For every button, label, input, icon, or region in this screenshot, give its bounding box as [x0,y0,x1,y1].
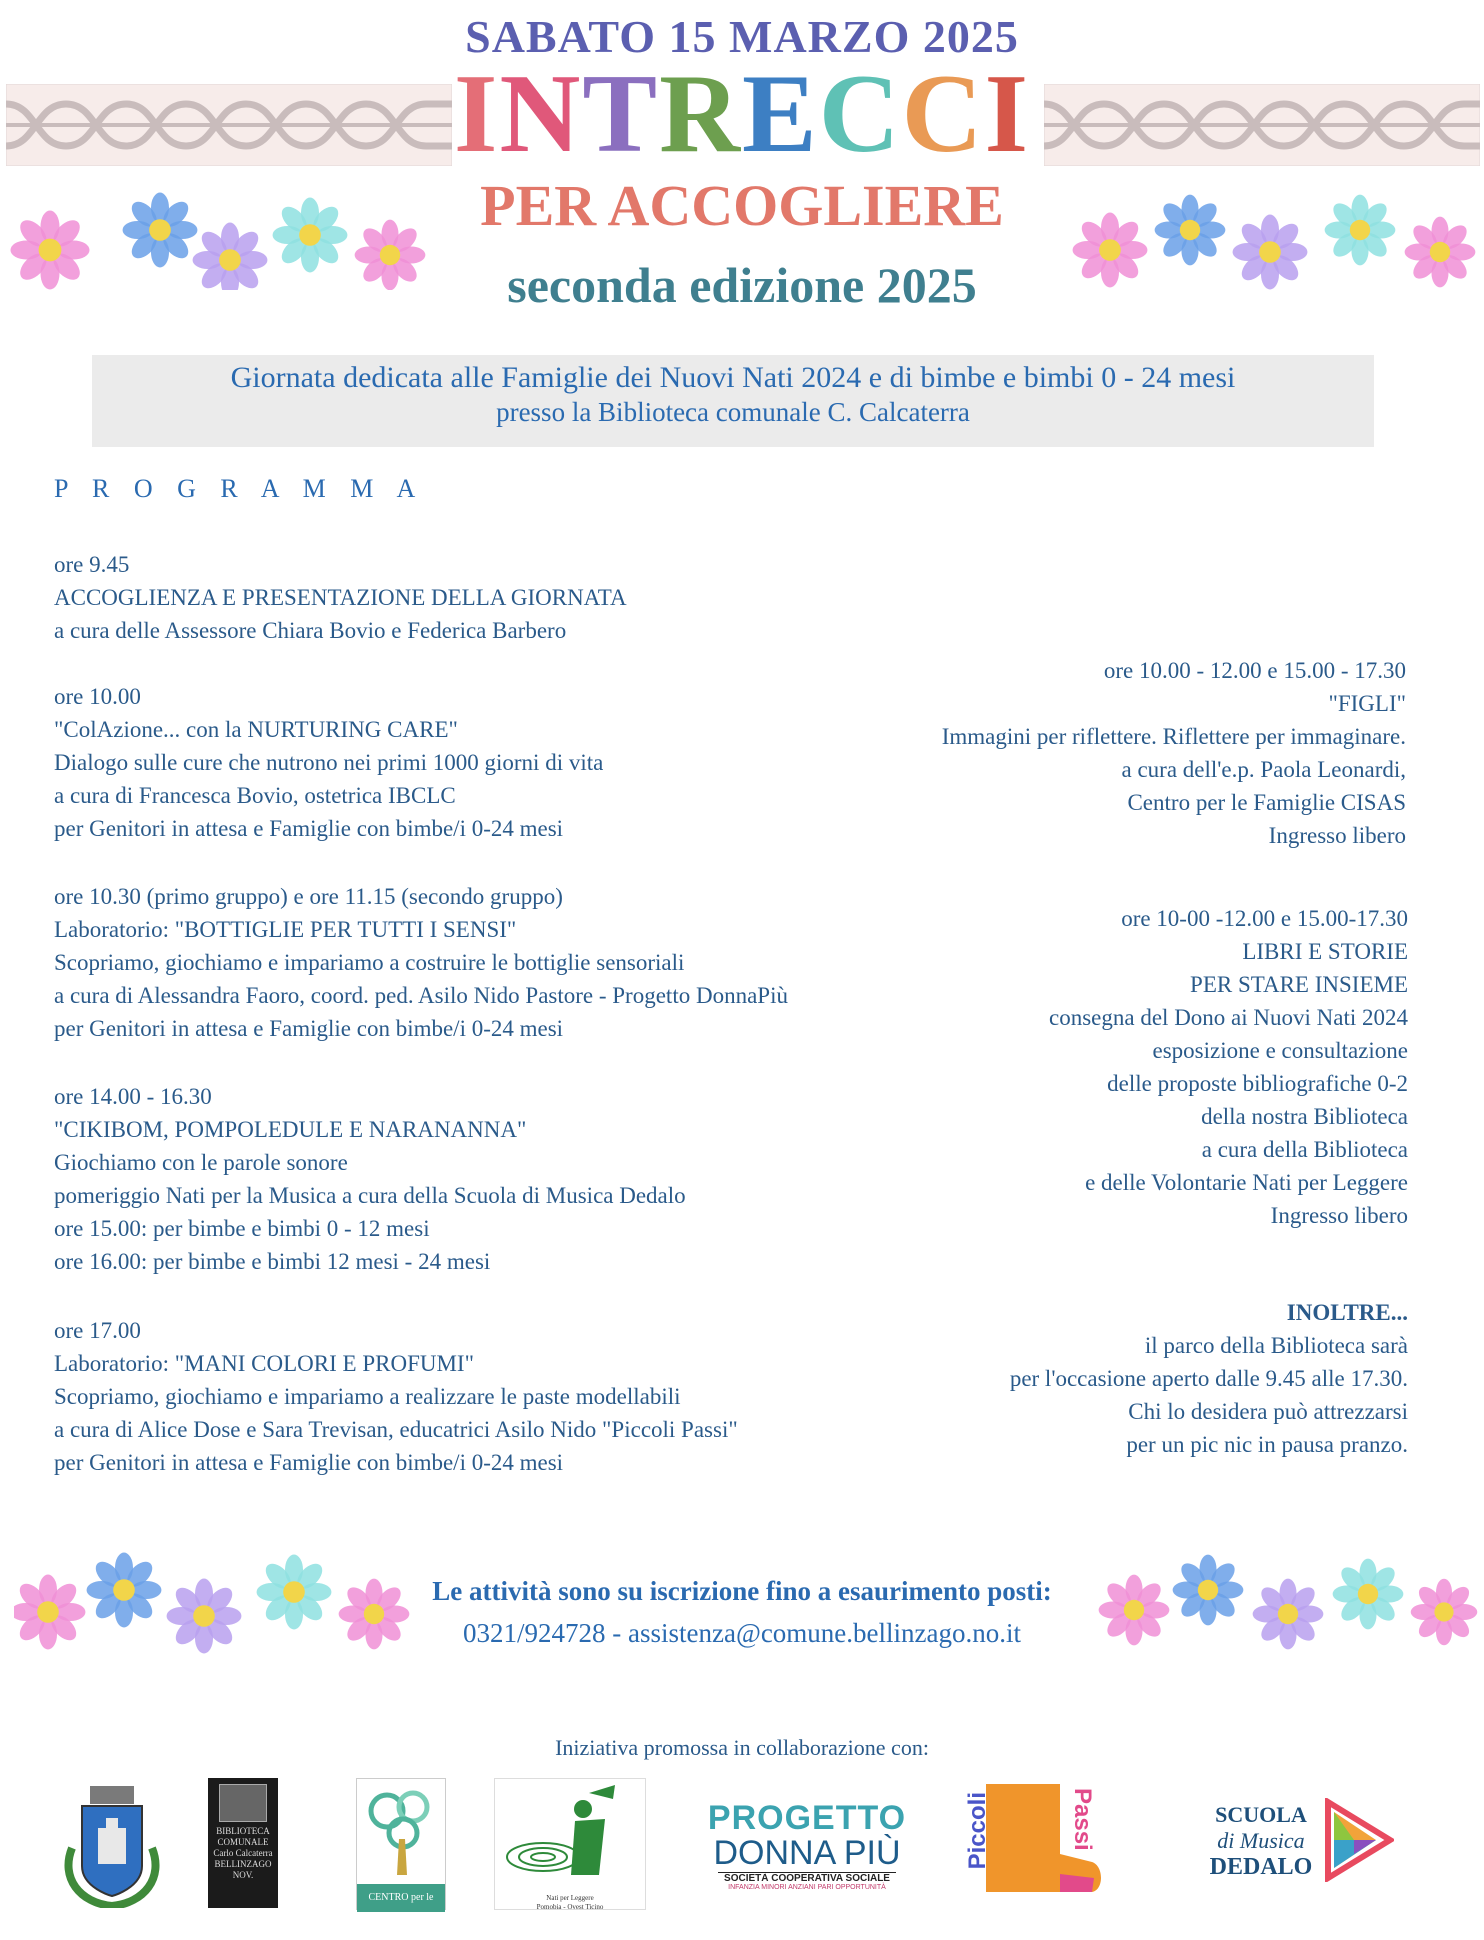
program-line: per Genitori in attesa e Famiglie con bimbe/i 0-24 mesi [54,1450,564,1475]
scuola-word: SCUOLA [1215,1802,1307,1827]
tree-icon [357,1779,445,1879]
centro-famiglie-logo [356,1778,446,1931]
nati-per-leggere-logo [494,1778,646,1910]
progetto-donna-piu-logo [702,1778,912,1908]
biblioteca-logo-line-2: COMUNALE [217,1837,269,1847]
program-line: Laboratorio: "BOTTIGLIE PER TUTTI I SENSI" [54,917,517,942]
program-line: a cura di Alice Dose e Sara Trevisan, educatrici Asilo Nido "Piccoli Passi" [54,1417,738,1442]
scuola-musica-dedalo-logo [1206,1778,1402,1908]
program-line: consegna del Dono ai Nuovi Nati 2024 [1049,1005,1408,1030]
programma-heading: P R O G R A M M A [54,474,425,503]
program-line: LIBRI E STORIE [1242,939,1408,964]
inoltre-block [800,1296,1408,1461]
nati-leggere-line-1: Nati per Leggere [546,1894,594,1902]
program-line: Laboratorio: "MANI COLORI E PROFUMI" [54,1351,474,1376]
program-line: a cura delle Assessore Chiara Bovio e Federica Barbero [54,618,567,643]
program-line: "ColAzione... con la NURTURING CARE" [54,717,458,742]
main-title [0,52,1484,176]
contact-phone-email[interactable]: 0321/924728 - assistenza@comune.bellinzago.no.it [463,1618,1021,1648]
dedalo-word: DEDALO [1209,1854,1313,1880]
program-line: ore 15.00: per bimbe e bimbi 0 - 12 mesi [54,1216,430,1241]
program-item-1700 [54,1314,738,1479]
program-line: pomeriggio Nati per la Musica a cura della Scuola di Musica Dedalo [54,1183,686,1208]
passi-word: Passi [1069,1788,1096,1851]
promo-label: Iniziativa promossa in collaborazione con: [555,1735,929,1760]
program-line: per Genitori in attesa e Famiglie con bimbe/i 0-24 mesi [54,1016,564,1041]
program-time: ore 10.30 (primo gruppo) e ore 11.15 (secondo gruppo) [54,884,563,909]
biblioteca-logo-line-4: BELLINZAGO NOV. [214,1859,272,1880]
program-line: Dialogo sulle cure che nutrono nei primi 1000 giorni di vita [54,750,604,775]
contact-info [0,1570,1484,1654]
program-time: ore 9.45 [54,552,130,577]
reading-figure-icon [495,1779,645,1889]
figli-block [800,654,1406,852]
biblioteca-logo-line-1: BIBLIOTECA [216,1826,270,1836]
program-line: per un pic nic in pausa pranzo. [1126,1432,1408,1457]
flower-icon [1325,195,1396,266]
program-line: a cura della Biblioteca [1201,1137,1408,1162]
program-item-1000 [54,680,603,845]
program-line: Immagini per riflettere. Riflettere per immaginare. [941,724,1406,749]
program-line: il parco della Biblioteca sarà [1144,1333,1408,1358]
program-line: per Genitori in attesa e Famiglie con bimbe/i 0-24 mesi [54,816,564,841]
centro-famiglie-label: CENTRO per le FAMIGLIE [357,1884,445,1912]
program-line: per l'occasione aperto dalle 9.45 alle 17.30. [1009,1366,1408,1391]
banner-line-2: presso la Biblioteca comunale C. Calcaterra [496,397,970,427]
program-line: della nostra Biblioteca [1201,1104,1408,1129]
donna-piu-tagline: INFANZIA MINORI ANZIANI PARI OPPORTUNITÀ [728,1884,886,1891]
program-line: Chi lo desidera può attrezzarsi [1128,1399,1408,1424]
progetto-word: PROGETTO [707,1799,907,1837]
program-line: esposizione e consultazione [1152,1038,1408,1063]
donna-piu-sub: SOCIETÀ COOPERATIVA SOCIALE [718,1872,896,1884]
comune-crest-logo [60,1778,164,1908]
info-banner [92,355,1374,447]
program-line: a cura di Francesca Bovio, ostetrica IBCLC [54,783,456,808]
program-line: Scopriamo, giochiamo e impariamo a costruire le bottiglie sensoriali [54,950,685,975]
program-line: a cura dell'e.p. Paola Leonardi, [1121,757,1406,782]
program-time: ore 10-00 -12.00 e 15.00-17.30 [1121,906,1408,931]
biblioteca-building-icon [219,1784,267,1822]
biblioteca-logo-line-3: Carlo Calcaterra [213,1848,273,1858]
program-time: ore 10.00 - 12.00 e 15.00 - 17.30 [1103,658,1406,683]
program-line: Giochiamo con le parole sonore [54,1150,348,1175]
program-line: PER STARE INSIEME [1190,972,1408,997]
title-letter: I [453,52,500,176]
program-line: ACCOGLIENZA E PRESENTAZIONE DELLA GIORNATA [54,585,627,610]
event-date: SABATO 15 MARZO 2025 [465,11,1019,62]
title-letter: C [818,52,902,176]
biblioteca-logo [208,1778,278,1908]
program-line: delle proposte bibliografiche 0-2 [1107,1071,1408,1096]
program-time: ore 14.00 - 16.30 [54,1084,212,1109]
nati-leggere-line-2: Pomobia - Ovest Ticino [536,1903,604,1911]
banner-line-1: Giornata dedicata alle Famiglie dei Nuovi Nati 2024 e di bimbe e bimbi 0 - 24 mesi [230,361,1236,394]
program-line: e delle Volontarie Nati per Leggere [1085,1170,1408,1195]
program-item-1400 [54,1080,686,1278]
title-letter: I [984,52,1031,176]
di-musica-word: di Musica [1217,1828,1305,1853]
program-item-945 [54,548,627,647]
program-time: ore 10.00 [54,684,141,709]
program-line: a cura di Alessandra Faoro, coord. ped. Asilo Nido Pastore - Progetto DonnaPiù [54,983,788,1008]
registration-note: Le attività sono su iscrizione fino a esaurimento posti: [432,1576,1052,1606]
program-line: "CIKIBOM, POMPOLEDULE E NARANANNA" [54,1117,527,1142]
program-line: Centro per le Famiglie CISAS [1127,790,1406,815]
play-triangle-icon [1324,1798,1394,1882]
subtitle: PER ACCOGLIERE [480,173,1004,238]
flower-icon [1155,195,1226,266]
title-letter: R [659,52,742,176]
donna-piu-word: DONNA PIÙ [713,1834,901,1872]
title-letter: E [742,52,819,176]
title-letter: T [582,52,660,176]
piccoli-passi-logo [964,1778,1114,1908]
program-time: INOLTRE... [1286,1300,1408,1325]
program-item-1030 [54,880,788,1045]
piccoli-word: Piccoli [964,1792,991,1870]
program-time: ore 17.00 [54,1318,141,1343]
program-line: "FIGLI" [1328,691,1406,716]
program-line: Scopriamo, giochiamo e impariamo a realizzare le paste modellabili [54,1384,681,1409]
edition-label: seconda edizione 2025 [507,257,977,313]
title-letter: N [499,52,583,176]
libri-storie-block [800,902,1408,1232]
program-line: ore 16.00: per bimbe e bimbi 12 mesi - 24 mesi [54,1249,491,1274]
program-line: Ingresso libero [1268,823,1406,848]
program-line: Ingresso libero [1270,1203,1408,1228]
title-letter: C [901,52,985,176]
